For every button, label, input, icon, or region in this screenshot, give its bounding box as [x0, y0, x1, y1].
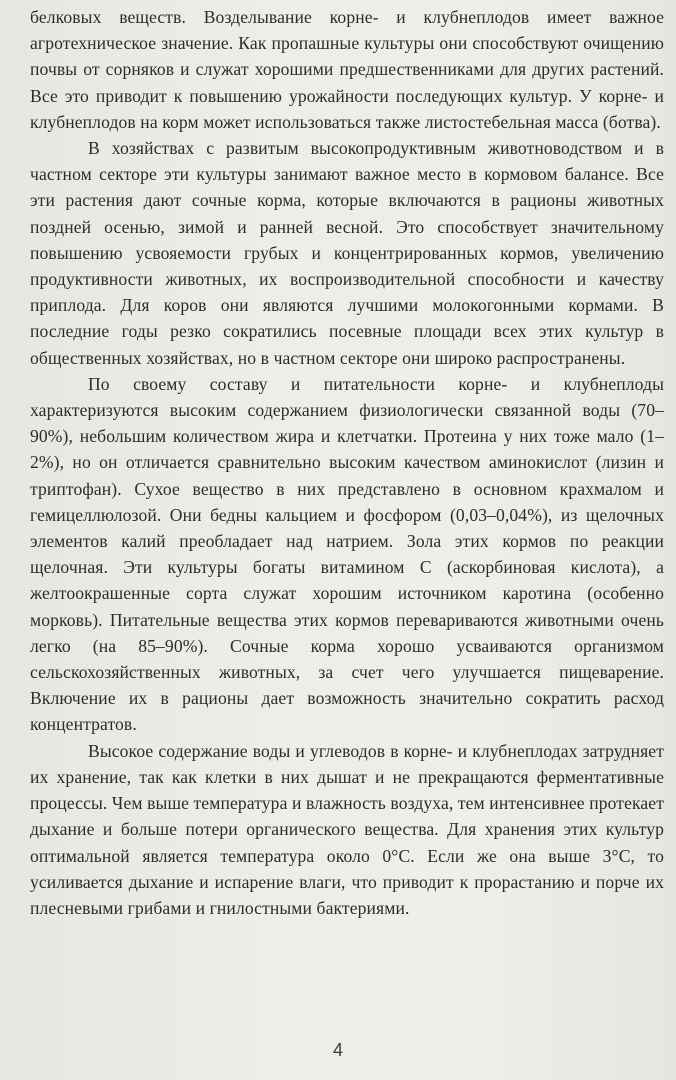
body-text [30, 4, 664, 921]
paragraph-2: В хозяйствах с развитым высокопродуктивным животноводством и в частном секторе эти культуры занимают важное место в кормовом балансе. Все эти растения дают сочные корма, которые включаются в рационы животных поздней осенью, зимой и ранней весной. Это способствует значительному повышению усвояемости грубых и концентрированных кормов, увеличению продуктивности животных, их воспроизводительной способности и качеству приплода. Для коров они являются лучшими молокогонными кормами. В последние годы резко сократились посевные площади всех этих культур в общественных хозяйствах, но в частном секторе они широко распространены. [30, 138, 664, 368]
paragraph-1: белковых веществ. Возделывание корне- и клубнеплодов имеет важное агротехническое значение. Как пропашные культуры они способствуют очищению почвы от сорняков и служат хорошими предшественниками для других растений. Все это приводит к повышению урожайности последующих культур. У корне- и клубнеплодов на корм может использоваться также листостебельная масса (ботва). [30, 7, 664, 132]
paragraph-4: Высокое содержание воды и углеводов в корне- и клубнеплодах затрудняет их хранение, так как клетки в них дышат и не прекращаются ферментативные процессы. Чем выше температура и влажность воздуха, тем интенсивнее протекает дыхание и больше потери органического вещества. Для хранения этих культур оптимальной является температура около 0°С. Если же она выше 3°С, то усиливается дыхание и испарение влаги, что приводит к прорастанию и порче их плесневыми грибами и гнилостными бактериями. [30, 740, 664, 918]
page-number: 4 [332, 1040, 343, 1060]
paragraph-3: По своему составу и питательности корне- и клубнеплоды характеризуются высоким содержанием физиологически связанной воды (70–90%), небольшим количеством жира и клетчатки. Протеина у них тоже мало (1–2%), но он отличается сравнительно высоким качеством аминокислот (лизин и триптофан). Сухое вещество в них представлено в основном крахмалом и гемицеллюлозой. Они бедны кальцием и фосфором (0,03–0,04%), из щелочных элементов калий преобладает над натрием. Зола этих кормов по реакции щелочная. Эти культуры богаты витамином С (аскорбиновая кислота), а желтоокрашенные сорта служат хорошим источником каротина (особенно морковь). Питательные вещества этих кормов перевариваются животными очень легко (на 85–90%). Сочные корма хорошо усваиваются организмом сельскохозяйственных животных, за счет чего улучшается пищеварение. Включение их в рационы дает возможность значительно сократить расход концентратов. [30, 373, 664, 735]
